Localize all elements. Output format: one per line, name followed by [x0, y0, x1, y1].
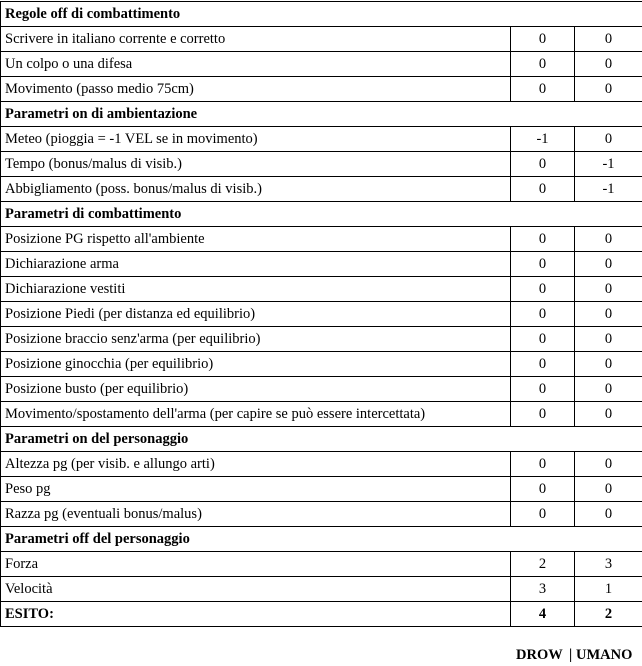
section-header-row — [1, 527, 642, 552]
table-row — [1, 152, 642, 177]
drow-value: 0 — [511, 27, 575, 52]
drow-value: 0 — [511, 377, 575, 402]
row-label: Un colpo o una difesa — [1, 52, 511, 77]
section-header-row — [1, 202, 642, 227]
legend-umano: UMANO — [576, 647, 633, 663]
drow-value: 0 — [511, 277, 575, 302]
drow-value: 0 — [511, 502, 575, 527]
drow-value: 0 — [511, 477, 575, 502]
table-row — [1, 377, 642, 402]
table-row — [1, 327, 642, 352]
umano-value: 0 — [575, 327, 642, 352]
umano-value: 0 — [575, 452, 642, 477]
umano-value: 0 — [575, 502, 642, 527]
column-legend — [0, 645, 642, 666]
table-row — [1, 577, 642, 602]
section-title: Parametri on del personaggio — [1, 427, 642, 452]
drow-value: 0 — [511, 402, 575, 427]
legend-drow: DROW — [516, 647, 563, 663]
drow-value: 0 — [511, 452, 575, 477]
umano-value: 0 — [575, 477, 642, 502]
section-title: Parametri off del personaggio — [1, 527, 642, 552]
drow-value: 0 — [511, 77, 575, 102]
legend-separator: | — [569, 647, 573, 663]
table-row — [1, 552, 642, 577]
umano-value: 0 — [575, 402, 642, 427]
drow-value: 0 — [511, 177, 575, 202]
drow-value: 0 — [511, 52, 575, 77]
table-row — [1, 402, 642, 427]
table-row — [1, 452, 642, 477]
total-umano: 2 — [575, 602, 642, 627]
row-label: Movimento (passo medio 75cm) — [1, 77, 511, 102]
umano-value: 0 — [575, 77, 642, 102]
umano-value: 0 — [575, 252, 642, 277]
drow-value: -1 — [511, 127, 575, 152]
table-row — [1, 127, 642, 152]
umano-value: 0 — [575, 127, 642, 152]
row-label: Posizione braccio senz'arma (per equilibrio) — [1, 327, 511, 352]
drow-value: 0 — [511, 352, 575, 377]
drow-value: 0 — [511, 302, 575, 327]
row-label: Tempo (bonus/malus di visib.) — [1, 152, 511, 177]
table-row — [1, 177, 642, 202]
row-label: Scrivere in italiano corrente e corretto — [1, 27, 511, 52]
table-row — [1, 277, 642, 302]
umano-value: 0 — [575, 302, 642, 327]
row-label: Movimento/spostamento dell'arma (per capire se può essere intercettata) — [1, 402, 511, 427]
row-label: Posizione PG rispetto all'ambiente — [1, 227, 511, 252]
row-label: Abbigliamento (poss. bonus/malus di visib.) — [1, 177, 511, 202]
row-label: Razza pg (eventuali bonus/malus) — [1, 502, 511, 527]
table-row — [1, 77, 642, 102]
umano-value: 0 — [575, 352, 642, 377]
drow-value: 0 — [511, 327, 575, 352]
table-row — [1, 27, 642, 52]
umano-value: 1 — [575, 577, 642, 602]
section-title: Parametri di combattimento — [1, 202, 642, 227]
umano-value: -1 — [575, 152, 642, 177]
umano-value: -1 — [575, 177, 642, 202]
drow-value: 2 — [511, 552, 575, 577]
table-row — [1, 252, 642, 277]
combat-table — [0, 1, 642, 627]
table-row — [1, 352, 642, 377]
drow-value: 0 — [511, 252, 575, 277]
table-row — [1, 502, 642, 527]
row-label: Posizione Piedi (per distanza ed equilibrio) — [1, 302, 511, 327]
row-label: Dichiarazione vestiti — [1, 277, 511, 302]
umano-value: 0 — [575, 227, 642, 252]
section-title: Regole off di combattimento — [1, 2, 642, 27]
table-row — [1, 227, 642, 252]
drow-value: 0 — [511, 152, 575, 177]
row-label: Forza — [1, 552, 511, 577]
umano-value: 0 — [575, 27, 642, 52]
section-title: Parametri on di ambientazione — [1, 102, 642, 127]
row-label: Dichiarazione arma — [1, 252, 511, 277]
row-label: Peso pg — [1, 477, 511, 502]
row-label: Posizione ginocchia (per equilibrio) — [1, 352, 511, 377]
drow-value: 3 — [511, 577, 575, 602]
section-header-row — [1, 427, 642, 452]
table-row — [1, 477, 642, 502]
umano-value: 0 — [575, 377, 642, 402]
row-label: Posizione busto (per equilibrio) — [1, 377, 511, 402]
total-row — [1, 602, 642, 627]
drow-value: 0 — [511, 227, 575, 252]
row-label: Velocità — [1, 577, 511, 602]
table-row — [1, 52, 642, 77]
row-label: Meteo (pioggia = -1 VEL se in movimento) — [1, 127, 511, 152]
table-row — [1, 302, 642, 327]
umano-value: 0 — [575, 52, 642, 77]
section-header-row — [1, 102, 642, 127]
umano-value: 3 — [575, 552, 642, 577]
row-label: Altezza pg (per visib. e allungo arti) — [1, 452, 511, 477]
total-label: ESITO: — [1, 602, 511, 627]
section-header-row — [1, 2, 642, 27]
umano-value: 0 — [575, 277, 642, 302]
total-drow: 4 — [511, 602, 575, 627]
